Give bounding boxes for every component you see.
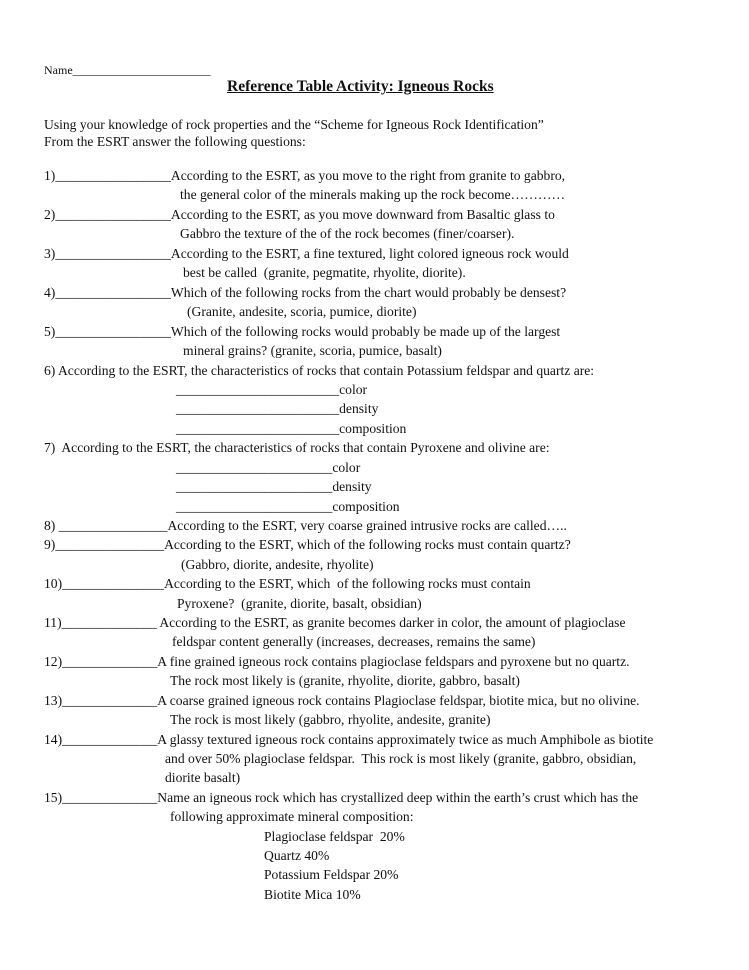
question-line: 12)______________A fine grained igneous rock contains plagioclase feldspars and pyroxene but no quartz. [44, 654, 630, 669]
question-line: 14)______________A glassy textured igneous rock contains approximately twice as much Amphibole as biotite [44, 732, 654, 747]
question-line: ________________________composition [176, 421, 407, 436]
name-line: Name_______________________ [44, 63, 211, 77]
question-line: _______________________color [176, 460, 361, 475]
question-line: 11)______________ According to the ESRT, as granite becomes darker in color, the amount of plagioclase [44, 615, 626, 630]
question-line: 15)______________Name an igneous rock which has crystallized deep within the earth’s crust which has the [44, 790, 639, 805]
intro-line-2: From the ESRT answer the following questions: [44, 134, 306, 149]
question-line: Gabbro the texture of the of the rock becomes (finer/coarser). [180, 226, 515, 241]
question-line: Pyroxene? (granite, diorite, basalt, obsidian) [177, 596, 422, 611]
intro-line-1: Using your knowledge of rock properties and the “Scheme for Igneous Rock Identification” [44, 117, 544, 132]
question-line: diorite basalt) [165, 770, 241, 785]
question-line: 10)_______________According to the ESRT, which of the following rocks must contain [44, 576, 531, 591]
question-line: 13)______________A coarse grained igneous rock contains Plagioclase feldspar, biotite mica, but no olivine. [44, 693, 640, 708]
mineral-line: Biotite Mica 10% [264, 887, 361, 902]
question-line: (Gabbro, diorite, andesite, rhyolite) [181, 557, 374, 572]
question-line: 9)________________According to the ESRT, which of the following rocks must contain quartz? [44, 537, 571, 552]
question-line: mineral grains? (granite, scoria, pumice, basalt) [183, 343, 442, 358]
question-line: 2)_________________According to the ESRT, as you move downward from Basaltic glass to [44, 207, 555, 222]
question-line: following approximate mineral composition: [170, 809, 414, 824]
question-line: ________________________density [176, 401, 379, 416]
question-line: 6) According to the ESRT, the characteristics of rocks that contain Potassium feldspar and quartz are: [44, 363, 595, 378]
question-line: 4)_________________Which of the following rocks from the chart would probably be densest? [44, 285, 567, 300]
question-line: The rock is most likely (gabbro, rhyolite, andesite, granite) [170, 712, 491, 727]
question-line: 7) According to the ESRT, the characteristics of rocks that contain Pyroxene and olivine are: [44, 440, 550, 455]
question-line: 1)_________________According to the ESRT, as you move to the right from granite to gabbro, [44, 168, 566, 183]
question-line: the general color of the minerals making up the rock become………… [180, 187, 566, 202]
question-line: _______________________composition [176, 499, 400, 514]
question-line: _______________________density [176, 479, 372, 494]
question-line: 3)_________________According to the ESRT, a fine textured, light colored igneous rock would [44, 246, 569, 261]
question-line: 5)_________________Which of the following rocks would probably be made up of the largest [44, 324, 561, 339]
question-line: 8) ________________According to the ESRT, very coarse grained intrusive rocks are called….. [44, 518, 567, 533]
question-line: best be called (granite, pegmatite, rhyolite, diorite). [183, 265, 466, 280]
question-line: and over 50% plagioclase feldspar. This rock is most likely (granite, gabbro, obsidian, [165, 751, 637, 766]
question-line: feldspar content generally (increases, decreases, remains the same) [172, 634, 536, 649]
question-line: ________________________color [176, 382, 368, 397]
mineral-line: Plagioclase feldspar 20% [264, 829, 405, 844]
mineral-line: Potassium Feldspar 20% [264, 867, 399, 882]
mineral-line: Quartz 40% [264, 848, 330, 863]
question-line: (Granite, andesite, scoria, pumice, diorite) [187, 304, 417, 319]
page-title: Reference Table Activity: Igneous Rocks [227, 78, 494, 95]
question-line: The rock most likely is (granite, rhyolite, diorite, gabbro, basalt) [170, 673, 520, 688]
